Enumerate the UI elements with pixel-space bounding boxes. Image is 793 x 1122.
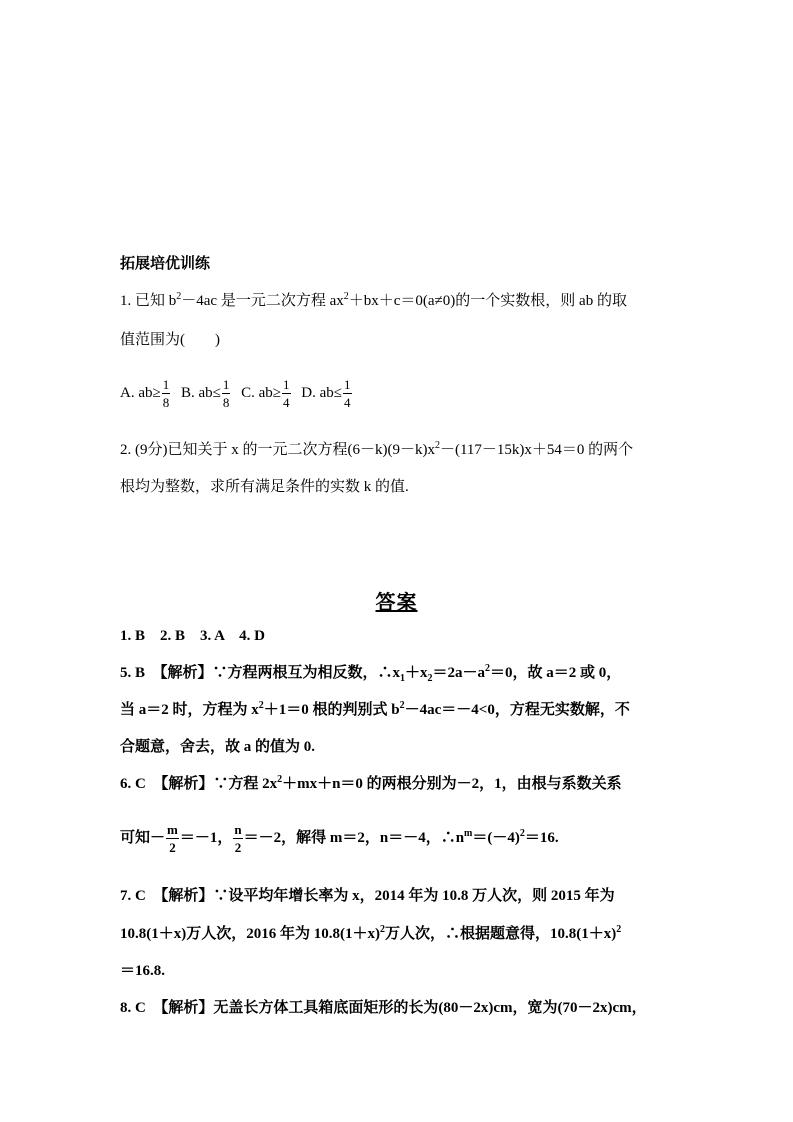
question-1-options <box>120 374 353 412</box>
question-2-line-1: 2. (9分)已知关于 x 的一元二次方程$(6-k)(9-k)x^2-(117-15k)x+54=0$ 的两个 <box>120 440 634 458</box>
answer-6-line-1: 6. C 【解析】∵方程 $2x^2+mx+n=0$ 的两根分别为－2，1，由根与系数关系 <box>120 774 622 792</box>
answer-8-line-1: 8. C 【解析】无盖长方体工具箱底面矩形的长为(80－2x)cm，宽为(70－2x)cm， <box>120 1000 647 1016</box>
answer-5-line-1: 5. B 【解析】∵方程两根互为相反数，$\therefore x_1+x_2=2a-a^2=0$，故 a＝2 或 0， <box>120 663 622 684</box>
option-d: D. ab≤ $\frac{1}{4}$ <box>301 377 351 411</box>
answers-title: 答案 <box>375 592 418 614</box>
answer-7-line-2: 10.8(1＋x)万人次，2016 年为 $10.8(1+x)^2$万人次，∴根据题意得，$10.8(1+x)^2$ <box>120 924 622 942</box>
option-b: B. ab≤ $\frac{1}{8}$ <box>180 377 230 411</box>
option-c: C. ab≥ $\frac{1}{4}$ <box>241 377 290 411</box>
answer-7-line-3: ＝16.8. <box>120 963 166 979</box>
question-1-line-2: 值范围为( ) <box>120 332 220 348</box>
answer-5-line-3: 合题意，舍去，故 a 的值为 0. <box>120 739 316 755</box>
question-1-line-1: 1. 已知 $b^2-4ac$ 是一元二次方程 $ax^2+bx+c=0(a\ne 0)$的一个实数根，则 ab 的取 <box>120 291 627 309</box>
section-title: 拓展培优训练 <box>120 256 211 272</box>
option-a: A. ab≥ $\frac{1}{8}$ <box>120 377 170 411</box>
answer-5-line-2: 当 a＝2 时，方程为 $x^2+1=0$ 根的判别式 $b^2-4ac=-4<0$，方程无实数解，不 <box>120 700 630 718</box>
answers-row-1: 1. B 2. B 3. A 4. D <box>120 628 266 644</box>
answer-7-line-1: 7. C 【解析】∵设平均年增长率为 x，2014 年为 10.8 万人次，则 2015 年为 <box>120 888 615 904</box>
answer-6-line-2: 可知－ $\frac{m}{2}$ ＝－1， $\frac{n}{2}$ ＝－2，解得 m＝2，n＝－4，$\therefore n^m=(-4)^2=16$. <box>120 822 559 856</box>
question-2-line-2: 根均为整数，求所有满足条件的实数 k 的值. <box>120 479 409 495</box>
